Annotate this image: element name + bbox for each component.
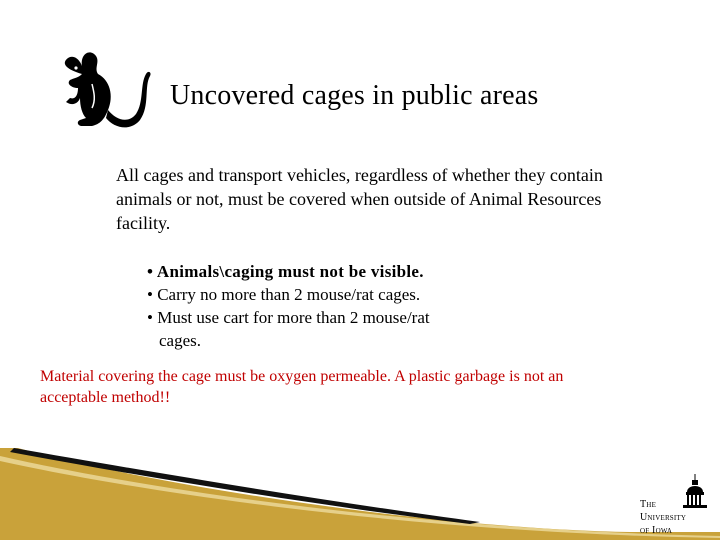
university-wordmark [640,498,687,537]
intro-paragraph: All cages and transport vehicles, regardless of whether they contain animals or not, must be covered when outside of Animal Resources facility. [116,165,603,233]
decorative-swoosh [0,440,720,540]
wordmark-line: University [640,512,687,523]
wordmark-line: of Iowa [640,525,673,536]
wordmark-line: The [640,499,657,510]
bullet-item: • Animals\caging must not be visible. [147,262,424,281]
rat-icon [56,44,156,132]
capitol-dome-icon [680,474,710,510]
warning-note: Material covering the cage must be oxygen permeable. A plastic garbage is not an acceptable method!! [40,368,564,406]
bullet-continuation: cages. [159,331,202,350]
university-logo [640,474,712,538]
slide-title: Uncovered cages in public areas [170,80,539,111]
bullet-item: • Must use cart for more than 2 mouse/rat [147,308,430,327]
bullet-item: • Carry no more than 2 mouse/rat cages. [147,285,421,304]
bullet-list [147,260,507,352]
